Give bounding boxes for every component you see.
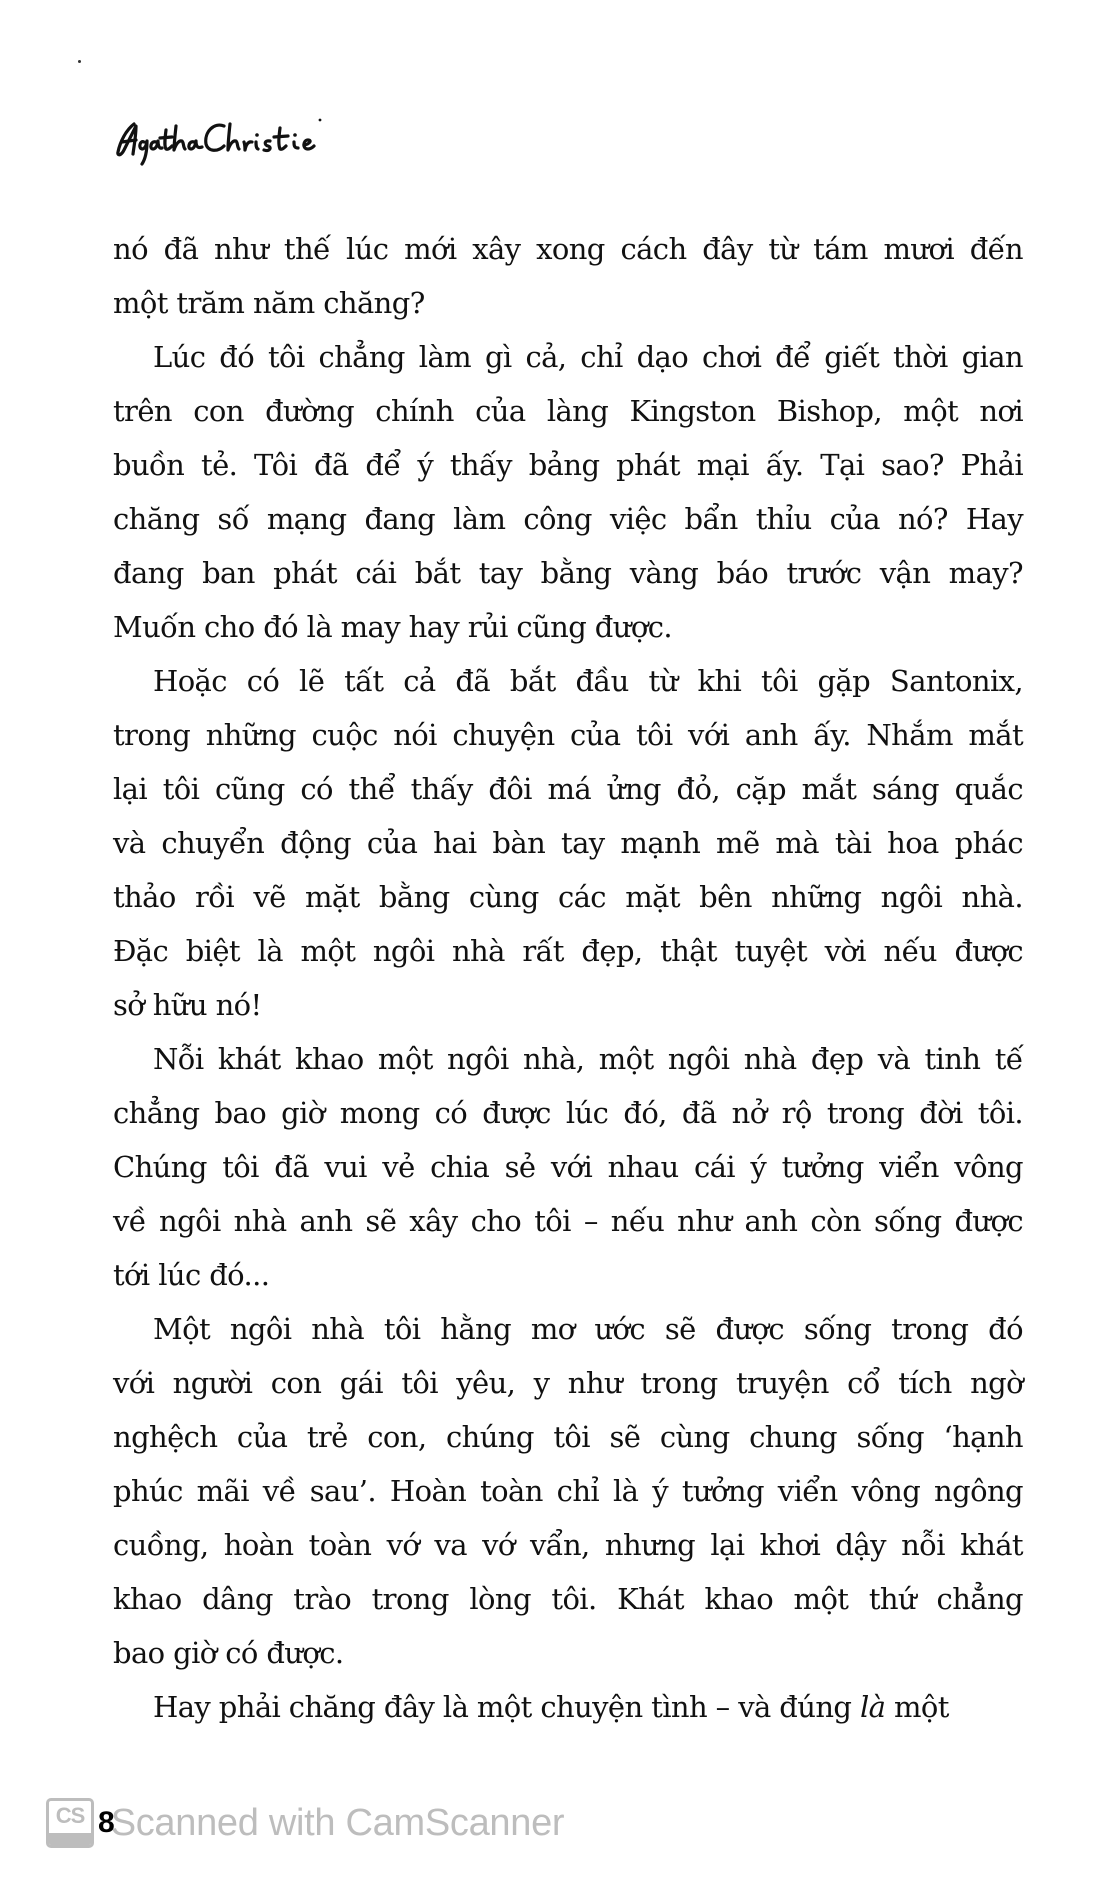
author-signature-logo: [114, 112, 324, 168]
scan-speck: [78, 60, 81, 63]
text-line: chẳng bao giờ mong có được lúc đó, đã nở rộ trong đời tôi.: [113, 1096, 1023, 1130]
paragraph-start-line: Hoặc có lẽ tất cả đã bắt đầu từ khi tôi gặp Santonix,: [153, 664, 1023, 698]
text-line: và chuyển động của hai bàn tay mạnh mẽ mà tài hoa phác: [113, 826, 1023, 860]
page-footer: [46, 1796, 564, 1850]
paragraph-start-line: Một ngôi nhà tôi hằng mơ ước sẽ được sống trong đó: [153, 1312, 1023, 1346]
text-line: trong những cuộc nói chuyện của tôi với anh ấy. Nhắm mắt: [113, 718, 1023, 752]
text-line: Đặc biệt là một ngôi nhà rất đẹp, thật tuyệt vời nếu được: [113, 934, 1023, 968]
text-line: khao dâng trào trong lòng tôi. Khát khao một thứ chẳng: [113, 1582, 1023, 1616]
text-line: buồn tẻ. Tôi đã để ý thấy bảng phát mại ấy. Tại sao? Phải: [113, 448, 1023, 482]
text-line: lại tôi cũng có thể thấy đôi má ửng đỏ, cặp mắt sáng quắc: [113, 772, 1023, 806]
text-line: thảo rồi vẽ mặt bằng cùng các mặt bên những ngôi nhà.: [113, 880, 1023, 914]
camscanner-logo-bar: [49, 1833, 91, 1845]
paragraph-start-line: Nỗi khát khao một ngôi nhà, một ngôi nhà đẹp và tinh tế: [153, 1042, 1023, 1076]
text-line: đang ban phát cái bắt tay bằng vàng báo trước vận may?: [113, 556, 1023, 590]
final-line-end: một: [885, 1690, 949, 1724]
text-line: phúc mãi về sau’. Hoàn toàn chỉ là ý tưởng viển vông ngông: [113, 1474, 1023, 1508]
italic-emphasis: là: [860, 1690, 886, 1724]
text-line: về ngôi nhà anh sẽ xây cho tôi – nếu như anh còn sống được: [113, 1204, 1023, 1238]
final-line: [113, 1680, 1023, 1734]
text-line: sở hữu nó!: [113, 988, 262, 1022]
body-text: [113, 222, 1023, 1734]
camscanner-watermark: Scanned with CamScanner: [110, 1801, 565, 1844]
text-line: với người con gái tôi yêu, y như trong truyện cổ tích ngờ: [113, 1366, 1023, 1400]
text-line: nghệch của trẻ con, chúng tôi sẽ cùng chung sống ‘hạnh: [113, 1420, 1023, 1454]
text-line: tới lúc đó...: [113, 1258, 270, 1292]
text-line: một trăm năm chăng?: [113, 286, 425, 320]
text-line: Muốn cho đó là may hay rủi cũng được.: [113, 610, 672, 644]
paragraph-start-line: Lúc đó tôi chẳng làm gì cả, chỉ dạo chơi để giết thời gian: [153, 340, 1023, 374]
text-line: bao giờ có được.: [113, 1636, 344, 1670]
page-number: 8: [98, 1806, 115, 1839]
text-line: trên con đường chính của làng Kingston Bishop, một nơi: [113, 394, 1023, 428]
text-line: Chúng tôi đã vui vẻ chia sẻ với nhau cái ý tưởng viển vông: [113, 1150, 1023, 1184]
text-line: cuồng, hoàn toàn vớ va vớ vẩn, nhưng lại khơi dậy nỗi khát: [113, 1528, 1023, 1562]
text-line: chăng số mạng đang làm công việc bẩn thỉu của nó? Hay: [113, 502, 1023, 536]
camscanner-logo-icon: [46, 1798, 94, 1848]
text-line: nó đã như thế lúc mới xây xong cách đây từ tám mươi đến: [113, 232, 1023, 266]
final-line-start: Hay phải chăng đây là một chuyện tình – và đúng: [153, 1690, 860, 1724]
camscanner-logo-text: CS: [55, 1803, 85, 1828]
